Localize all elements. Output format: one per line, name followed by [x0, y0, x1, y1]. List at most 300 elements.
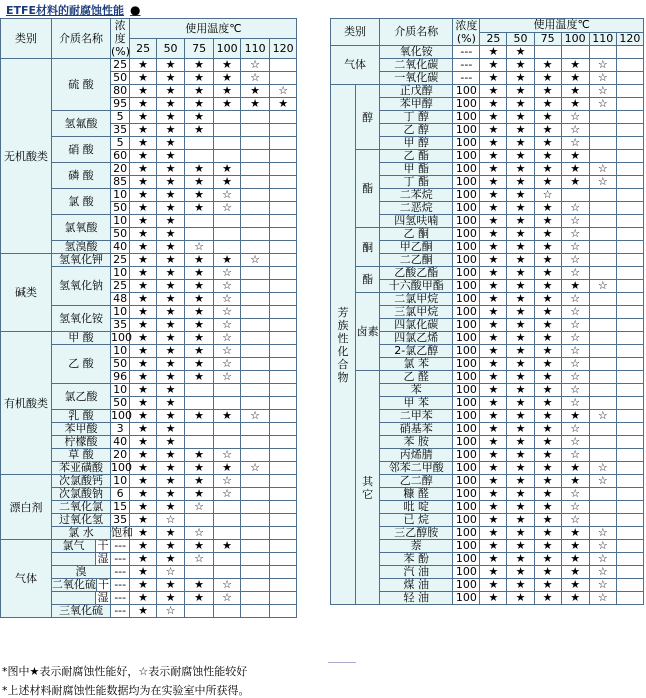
- rating-cell: [589, 371, 616, 384]
- temp-label: 110: [241, 39, 270, 59]
- rating-star-icon: ☆: [213, 267, 241, 280]
- rating-star-icon: ★: [480, 228, 507, 241]
- medium-name: 二苯烷: [380, 189, 453, 202]
- rating-star-icon: ★: [185, 293, 214, 306]
- concentration-cell: ---: [111, 540, 130, 553]
- rating-cell: [616, 319, 643, 332]
- concentration-cell: 100: [453, 449, 480, 462]
- concentration-cell: 50: [111, 358, 130, 371]
- rating-cell: [213, 215, 241, 228]
- rating-star-icon: ★: [480, 72, 507, 85]
- rating-star-icon: ★: [213, 462, 241, 475]
- rating-star-icon: ★: [561, 72, 589, 85]
- rating-star-icon: ★: [561, 410, 589, 423]
- rating-star-icon: ★: [130, 449, 156, 462]
- medium-name: 氯 酸: [51, 189, 110, 215]
- rating-star-icon: ★: [185, 98, 214, 111]
- rating-cell: [185, 215, 214, 228]
- rating-star-icon: ★: [507, 215, 534, 228]
- rating-star-icon: ☆: [561, 228, 589, 241]
- rating-star-icon: ★: [480, 501, 507, 514]
- rating-star-icon: ☆: [213, 488, 241, 501]
- rating-star-icon: ★: [185, 202, 214, 215]
- rating-star-icon: ★: [480, 514, 507, 527]
- rating-star-icon: ☆: [561, 306, 589, 319]
- concentration-cell: 100: [453, 514, 480, 527]
- rating-star-icon: ★: [156, 358, 185, 371]
- rating-cell: [241, 345, 270, 358]
- rating-cell: [241, 423, 270, 436]
- rating-star-icon: ★: [534, 410, 561, 423]
- divider: [328, 662, 356, 663]
- rating-star-icon: ☆: [241, 410, 270, 423]
- medium-name: 四氯化碳: [380, 319, 453, 332]
- rating-star-icon: ★: [480, 189, 507, 202]
- medium-name: 糠 醛: [380, 488, 453, 501]
- rating-star-icon: ★: [507, 566, 534, 579]
- rating-star-icon: ☆: [589, 579, 616, 592]
- rating-cell: [589, 449, 616, 462]
- rating-star-icon: ★: [185, 280, 214, 293]
- concentration-cell: 100: [453, 566, 480, 579]
- rating-star-icon: ☆: [589, 85, 616, 98]
- rating-cell: [616, 371, 643, 384]
- rating-star-icon: ★: [507, 397, 534, 410]
- rating-star-icon: ★: [185, 579, 214, 592]
- rating-cell: [269, 475, 297, 488]
- rating-star-icon: ☆: [241, 72, 270, 85]
- rating-star-icon: ★: [534, 332, 561, 345]
- rating-cell: [616, 540, 643, 553]
- medium-name: 苯 酚: [380, 553, 453, 566]
- concentration-cell: 10: [111, 475, 130, 488]
- medium-name: 2-氯乙醇: [380, 345, 453, 358]
- rating-star-icon: ★: [156, 462, 185, 475]
- rating-star-icon: ★: [480, 566, 507, 579]
- rating-star-icon: ★: [507, 319, 534, 332]
- concentration-cell: 10: [111, 306, 130, 319]
- concentration-cell: 96: [111, 371, 130, 384]
- rating-star-icon: ★: [130, 228, 156, 241]
- rating-star-icon: ★: [507, 410, 534, 423]
- rating-star-icon: ★: [156, 293, 185, 306]
- rating-star-icon: ★: [480, 358, 507, 371]
- concentration-cell: 15: [111, 501, 130, 514]
- concentration-header: 浓度 (%): [453, 19, 480, 46]
- rating-star-icon: ★: [507, 59, 534, 72]
- rating-cell: [616, 423, 643, 436]
- rating-cell: [241, 215, 270, 228]
- rating-star-icon: ★: [130, 98, 156, 111]
- rating-star-icon: ☆: [185, 527, 214, 540]
- concentration-cell: 100: [453, 332, 480, 345]
- medium-name: 二甲苯: [380, 410, 453, 423]
- right-resistance-table: [330, 18, 644, 605]
- rating-star-icon: ★: [130, 202, 156, 215]
- rating-star-icon: ★: [561, 85, 589, 98]
- rating-star-icon: ★: [507, 124, 534, 137]
- rating-cell: [616, 280, 643, 293]
- rating-star-icon: ★: [507, 592, 534, 605]
- rating-cell: [616, 267, 643, 280]
- category-cell: 漂白剂: [1, 475, 52, 540]
- rating-star-icon: ★: [534, 423, 561, 436]
- rating-star-icon: ★: [534, 254, 561, 267]
- rating-cell: [185, 384, 214, 397]
- rating-star-icon: ☆: [589, 98, 616, 111]
- rating-star-icon: ★: [185, 85, 214, 98]
- rating-star-icon: ★: [507, 449, 534, 462]
- rating-cell: [616, 553, 643, 566]
- rating-star-icon: ☆: [589, 566, 616, 579]
- rating-star-icon: ★: [185, 267, 214, 280]
- rating-star-icon: ★: [480, 553, 507, 566]
- rating-cell: [241, 566, 270, 579]
- medium-name: 二氧化碳: [380, 59, 453, 72]
- rating-star-icon: ★: [156, 72, 185, 85]
- medium-name: 丁 醇: [380, 111, 453, 124]
- concentration-cell: 50: [111, 72, 130, 85]
- rating-cell: [589, 306, 616, 319]
- medium-name: 氯 水: [51, 527, 110, 540]
- temp-label: 110: [589, 32, 616, 46]
- rating-star-icon: ☆: [156, 514, 185, 527]
- rating-cell: [241, 137, 270, 150]
- concentration-cell: 100: [111, 331, 132, 344]
- rating-star-icon: ★: [130, 358, 156, 371]
- rating-cell: [241, 202, 270, 215]
- medium-name-continued: [52, 592, 95, 604]
- title-text: ETFE材料的耐腐蚀性能: [6, 4, 125, 17]
- rating-star-icon: ★: [507, 254, 534, 267]
- rating-star-icon: ★: [507, 371, 534, 384]
- medium-name: 次氯酸钠: [51, 488, 110, 501]
- concentration-cell: 100: [453, 553, 480, 566]
- concentration-cell: 20: [111, 449, 130, 462]
- concentration-cell: 60: [111, 150, 130, 163]
- rating-cell: [616, 124, 643, 137]
- concentration-cell: 35: [111, 514, 130, 527]
- concentration-cell: 100: [453, 306, 480, 319]
- rating-star-icon: ★: [507, 280, 534, 293]
- rating-star-icon: ☆: [589, 592, 616, 605]
- rating-cell: [269, 410, 297, 423]
- rating-cell: [269, 306, 297, 319]
- concentration-cell: 3: [111, 423, 130, 436]
- rating-star-icon: ☆: [213, 449, 241, 462]
- rating-cell: [241, 150, 270, 163]
- rating-cell: [269, 436, 297, 449]
- rating-star-icon: ★: [156, 111, 185, 124]
- concentration-header: 浓度 (%): [111, 19, 131, 58]
- rating-cell: [185, 150, 214, 163]
- rating-cell: [241, 319, 270, 332]
- rating-star-icon: ☆: [589, 280, 616, 293]
- rating-star-icon: ★: [213, 163, 241, 176]
- medium-name: 过氧化氢: [51, 514, 110, 527]
- medium-subtype: 干: [96, 579, 110, 591]
- medium-header: 介质名称: [380, 19, 453, 46]
- concentration-cell: ---: [453, 46, 480, 59]
- rating-cell: [269, 371, 297, 384]
- concentration-cell: 100: [453, 423, 480, 436]
- rating-star-icon: ☆: [561, 241, 589, 254]
- rating-star-icon: ☆: [561, 384, 589, 397]
- rating-cell: [616, 345, 643, 358]
- rating-cell: [269, 397, 297, 410]
- rating-star-icon: ☆: [213, 332, 241, 345]
- rating-star-icon: ★: [480, 267, 507, 280]
- rating-star-icon: ☆: [561, 397, 589, 410]
- concentration-cell: 100: [111, 461, 132, 474]
- rating-cell: [213, 384, 241, 397]
- medium-name: 苯亚磺酸: [51, 462, 110, 475]
- rating-star-icon: ★: [480, 397, 507, 410]
- rating-star-icon: ★: [156, 280, 185, 293]
- rating-star-icon: ☆: [589, 475, 616, 488]
- concentration-cell: 100: [453, 475, 480, 488]
- rating-cell: [269, 579, 297, 592]
- concentration-cell: 35: [111, 124, 130, 137]
- rating-cell: [213, 566, 241, 579]
- medium-name: 十六酸甲酯: [380, 280, 453, 293]
- rating-star-icon: ★: [156, 475, 185, 488]
- rating-cell: [269, 124, 297, 137]
- rating-cell: [616, 397, 643, 410]
- rating-star-icon: ★: [507, 72, 534, 85]
- rating-cell: [185, 423, 214, 436]
- medium-name: 丙烯腈: [380, 449, 453, 462]
- rating-cell: [589, 189, 616, 202]
- medium-name: 甲 酸: [51, 332, 110, 345]
- rating-star-icon: ★: [507, 111, 534, 124]
- rating-star-icon: ★: [480, 345, 507, 358]
- rating-star-icon: ☆: [561, 267, 589, 280]
- rating-star-icon: ★: [507, 358, 534, 371]
- rating-star-icon: ★: [156, 137, 185, 150]
- rating-star-icon: ★: [130, 163, 156, 176]
- rating-cell: [269, 137, 297, 150]
- rating-star-icon: ★: [480, 215, 507, 228]
- rating-star-icon: ★: [534, 137, 561, 150]
- rating-star-icon: ★: [130, 124, 156, 137]
- rating-star-icon: ★: [534, 267, 561, 280]
- rating-star-icon: ☆: [561, 436, 589, 449]
- rating-star-icon: ★: [156, 527, 185, 540]
- concentration-cell: 100: [453, 215, 480, 228]
- rating-star-icon: ★: [534, 59, 561, 72]
- rating-star-icon: ★: [156, 85, 185, 98]
- rating-cell: [616, 137, 643, 150]
- rating-star-icon: ★: [507, 163, 534, 176]
- rating-cell: [616, 72, 643, 85]
- medium-name: 硫 酸: [51, 59, 110, 111]
- concentration-cell: 100: [453, 111, 480, 124]
- rating-star-icon: ★: [156, 371, 185, 384]
- rating-star-icon: ★: [480, 241, 507, 254]
- rating-star-icon: ☆: [185, 241, 214, 254]
- rating-cell: [269, 605, 297, 618]
- rating-cell: [241, 293, 270, 306]
- medium-name: 硝基苯: [380, 423, 453, 436]
- rating-cell: [269, 267, 297, 280]
- medium-split-cell: [51, 592, 110, 605]
- rating-star-icon: ★: [185, 410, 214, 423]
- rating-cell: [589, 137, 616, 150]
- rating-star-icon: ★: [130, 527, 156, 540]
- temperature-header: 使用温度℃: [130, 19, 297, 39]
- medium-name: 三氧化硫: [51, 605, 110, 618]
- rating-star-icon: ★: [534, 124, 561, 137]
- rating-star-icon: ★: [130, 59, 156, 72]
- medium-name: 氯 苯: [380, 358, 453, 371]
- rating-star-icon: ★: [480, 436, 507, 449]
- rating-star-icon: ★: [480, 85, 507, 98]
- temp-label: 120: [616, 32, 643, 46]
- rating-star-icon: ★: [156, 176, 185, 189]
- rating-star-icon: ★: [130, 176, 156, 189]
- rating-star-icon: ★: [534, 280, 561, 293]
- rating-cell: [616, 462, 643, 475]
- subgroup-cell: 酯: [356, 267, 380, 293]
- medium-name: 氧化铵: [380, 46, 453, 59]
- rating-star-icon: ★: [185, 345, 214, 358]
- rating-star-icon: ☆: [561, 137, 589, 150]
- medium-name: 萘: [380, 540, 453, 553]
- rating-cell: [213, 228, 241, 241]
- rating-star-icon: ★: [185, 319, 214, 332]
- rating-star-icon: ★: [213, 410, 241, 423]
- rating-star-icon: ★: [156, 241, 185, 254]
- rating-star-icon: ★: [507, 189, 534, 202]
- concentration-cell: 25: [111, 254, 130, 267]
- rating-star-icon: ★: [130, 111, 156, 124]
- rating-cell: [241, 579, 270, 592]
- rating-star-icon: ★: [130, 254, 156, 267]
- rating-star-icon: ★: [507, 436, 534, 449]
- medium-name: 乙 酮: [380, 228, 453, 241]
- concentration-cell: ---: [111, 605, 130, 618]
- concentration-cell: 5: [111, 137, 130, 150]
- rating-star-icon: ★: [130, 85, 156, 98]
- medium-split-cell: [51, 553, 110, 566]
- rating-cell: [185, 436, 214, 449]
- rating-star-icon: ★: [213, 254, 241, 267]
- medium-name: 丁 酯: [380, 176, 453, 189]
- rating-star-icon: ☆: [589, 72, 616, 85]
- rating-cell: [241, 436, 270, 449]
- rating-star-icon: ☆: [156, 605, 185, 618]
- rating-star-icon: ★: [185, 371, 214, 384]
- rating-star-icon: ★: [507, 514, 534, 527]
- medium-name: 柠檬酸: [51, 436, 110, 449]
- rating-star-icon: ★: [507, 228, 534, 241]
- medium-name: 甲 酯: [380, 163, 453, 176]
- rating-cell: [185, 397, 214, 410]
- rating-star-icon: ☆: [185, 501, 214, 514]
- rating-cell: [616, 306, 643, 319]
- rating-cell: [269, 319, 297, 332]
- medium-name: 二氧化氯: [51, 501, 110, 514]
- concentration-cell: ---: [453, 72, 480, 85]
- rating-star-icon: ☆: [589, 553, 616, 566]
- rating-cell: [213, 527, 241, 540]
- medium-name: 氢氧化铵: [51, 306, 110, 332]
- rating-star-icon: ★: [185, 72, 214, 85]
- category-cell: 气体: [331, 46, 380, 85]
- concentration-cell: 50: [111, 397, 130, 410]
- rating-star-icon: ★: [156, 501, 185, 514]
- rating-star-icon: ☆: [561, 488, 589, 501]
- rating-star-icon: ★: [534, 306, 561, 319]
- rating-star-icon: ★: [480, 46, 507, 59]
- rating-star-icon: ★: [561, 540, 589, 553]
- rating-star-icon: ☆: [589, 410, 616, 423]
- rating-star-icon: ★: [561, 98, 589, 111]
- rating-star-icon: ★: [156, 189, 185, 202]
- rating-star-icon: ★: [507, 527, 534, 540]
- rating-cell: [616, 215, 643, 228]
- rating-cell: [241, 449, 270, 462]
- rating-star-icon: ★: [507, 137, 534, 150]
- subgroup-cell: 酯: [356, 150, 380, 228]
- rating-cell: [269, 293, 297, 306]
- rating-star-icon: ★: [534, 501, 561, 514]
- table-row: [331, 293, 644, 306]
- rating-star-icon: ☆: [561, 202, 589, 215]
- rating-cell: [616, 384, 643, 397]
- rating-star-icon: ★: [480, 124, 507, 137]
- medium-name: 苯: [380, 384, 453, 397]
- medium-name: 乙 酯: [380, 150, 453, 163]
- table-row: [331, 228, 644, 241]
- rating-star-icon: ★: [534, 150, 561, 163]
- rating-star-icon: ☆: [241, 254, 270, 267]
- medium-split-cell: [51, 579, 110, 592]
- rating-cell: [589, 46, 616, 59]
- rating-cell: [213, 137, 241, 150]
- rating-star-icon: ★: [130, 579, 156, 592]
- rating-cell: [269, 215, 297, 228]
- subgroup-cell: 醇: [356, 85, 380, 150]
- rating-star-icon: ★: [534, 553, 561, 566]
- rating-cell: [589, 514, 616, 527]
- rating-star-icon: ★: [534, 319, 561, 332]
- concentration-cell: 100: [453, 150, 480, 163]
- rating-star-icon: ★: [561, 527, 589, 540]
- category-cell: 芳 族 性 化 合 物: [331, 85, 356, 605]
- table-row: [331, 46, 644, 59]
- medium-subtype: 湿: [95, 592, 110, 604]
- rating-star-icon: ☆: [213, 202, 241, 215]
- medium-name: 四氢呋喃: [380, 215, 453, 228]
- rating-cell: [589, 124, 616, 137]
- rating-cell: [213, 111, 241, 124]
- table-row: [331, 267, 644, 280]
- rating-cell: [213, 124, 241, 137]
- rating-star-icon: ★: [534, 488, 561, 501]
- rating-star-icon: ★: [534, 241, 561, 254]
- concentration-cell: 10: [111, 267, 130, 280]
- rating-star-icon: ★: [561, 280, 589, 293]
- rating-star-icon: ★: [130, 241, 156, 254]
- rating-star-icon: ★: [185, 488, 214, 501]
- medium-name: 乙 酸: [51, 345, 110, 384]
- temp-label: 25: [130, 39, 156, 59]
- medium-name: 乙酸乙酯: [380, 267, 453, 280]
- temp-label: 25: [480, 32, 507, 46]
- rating-star-icon: ★: [156, 449, 185, 462]
